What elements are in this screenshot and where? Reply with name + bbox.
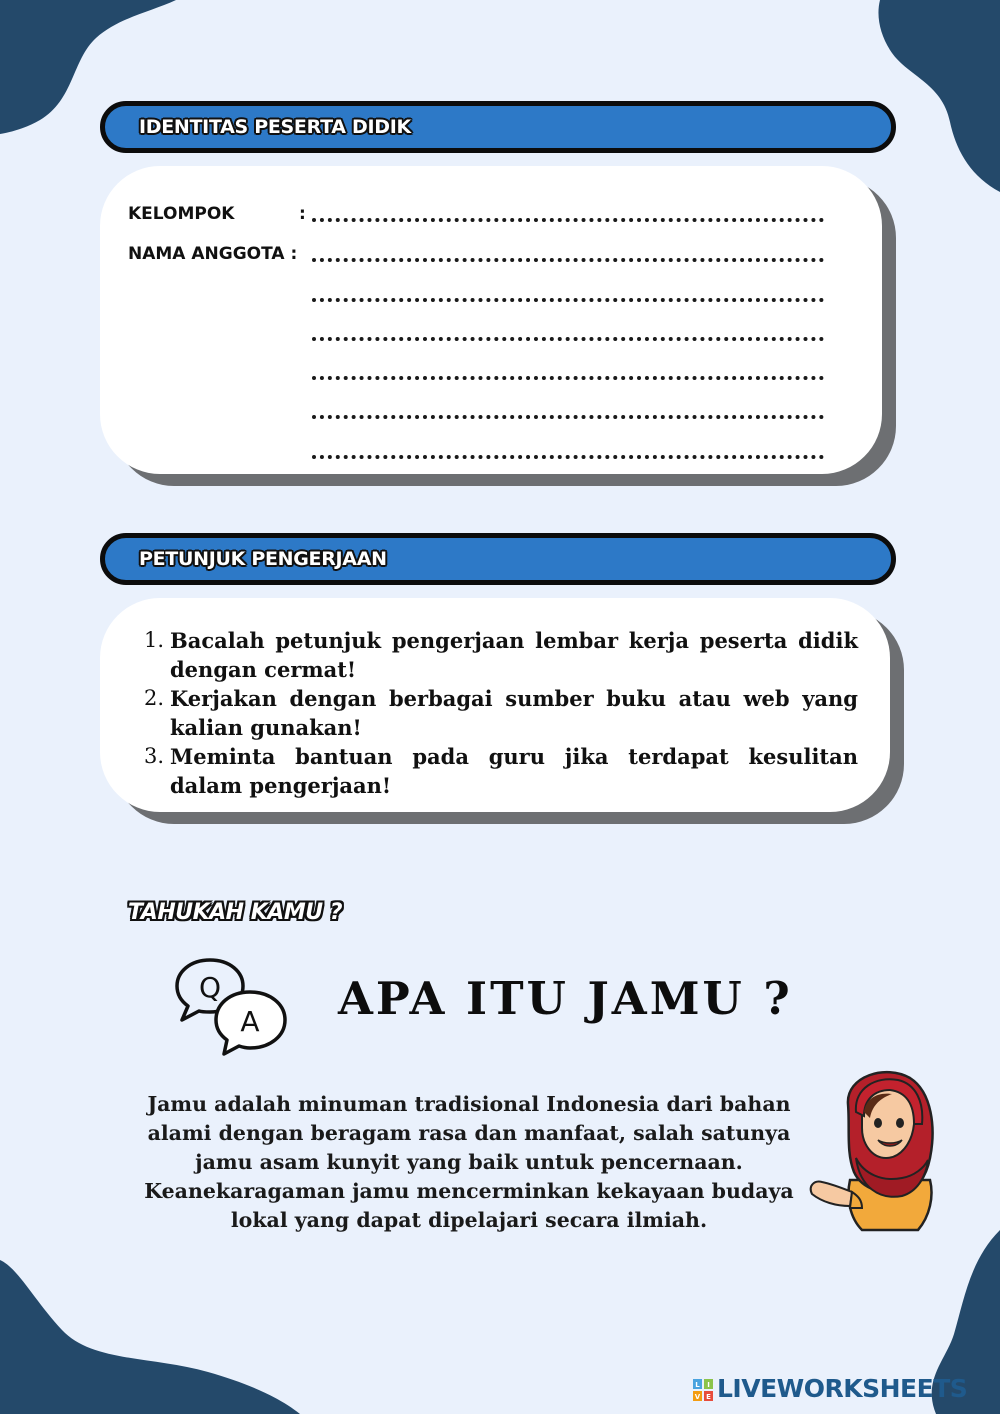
anggota-input-line-1[interactable] <box>312 258 824 262</box>
q-letter: Q <box>198 971 222 1004</box>
anggota-input-line-5[interactable] <box>312 415 824 419</box>
instruction-text: Bacalah petunjuk pengerjaan lembar kerja peserta didik dengan cermat! <box>170 628 858 682</box>
instruction-text: Kerjakan dengan berbagai sumber buku atau web yang kalian gunakan! <box>170 686 858 740</box>
instructions-card <box>100 598 890 812</box>
instructions-list <box>140 626 858 800</box>
svg-text:E: E <box>706 1393 711 1401</box>
svg-text:I: I <box>707 1381 710 1389</box>
jamu-description: Jamu adalah minuman tradisional Indonesia dari bahan alami dengan beragam rasa dan manfaat, salah satunya jamu asam kunyit yang baik untuk pencernaan. Keanekaragaman jamu mencerminkan kekayaan budaya lokal yang dapat dipelajari secara ilmiah. <box>144 1092 794 1232</box>
instruction-item <box>140 684 858 742</box>
instruction-number: 3. <box>144 744 165 768</box>
anggota-label: NAMA ANGGOTA : <box>128 244 298 264</box>
anggota-input-line-6[interactable] <box>312 455 824 459</box>
kelompok-colon: : <box>299 204 306 224</box>
instruction-number: 1. <box>144 628 165 652</box>
identity-card <box>100 166 882 474</box>
student-illustration <box>806 1068 946 1234</box>
anggota-input-line-2[interactable] <box>312 298 824 302</box>
jamu-title: APA ITU JAMU ? <box>338 972 793 1025</box>
kelompok-input-line[interactable] <box>312 218 824 222</box>
instructions-header-bar <box>100 533 896 585</box>
corner-blob-bottom-left <box>0 1230 320 1414</box>
svg-text:L: L <box>695 1381 700 1389</box>
identity-title: IDENTITAS PESERTA DIDIK <box>139 116 411 138</box>
instruction-item <box>140 626 858 684</box>
svg-text:V: V <box>694 1393 701 1401</box>
instruction-number: 2. <box>144 686 165 710</box>
corner-blob-top-right <box>860 0 1000 200</box>
identity-header-bar <box>100 101 896 153</box>
anggota-input-line-3[interactable] <box>312 337 824 341</box>
anggota-row <box>128 244 297 264</box>
did-you-know-heading: TAHUKAH KAMU ? <box>128 900 342 925</box>
kelompok-row <box>128 204 234 224</box>
instruction-item <box>140 742 858 800</box>
liveworksheets-logo-icon <box>693 1379 713 1401</box>
instruction-text: Meminta bantuan pada guru jika terdapat kesulitan dalam pengerjaan! <box>170 744 858 798</box>
kelompok-label: KELOMPOK <box>128 204 235 224</box>
qa-chat-icon <box>172 954 294 1058</box>
liveworksheets-wordmark[interactable]: LIVEWORKSHEETS <box>717 1374 968 1403</box>
a-letter: A <box>240 1005 260 1038</box>
anggota-input-line-4[interactable] <box>312 376 824 380</box>
instructions-title: PETUNJUK PENGERJAAN <box>139 548 387 570</box>
